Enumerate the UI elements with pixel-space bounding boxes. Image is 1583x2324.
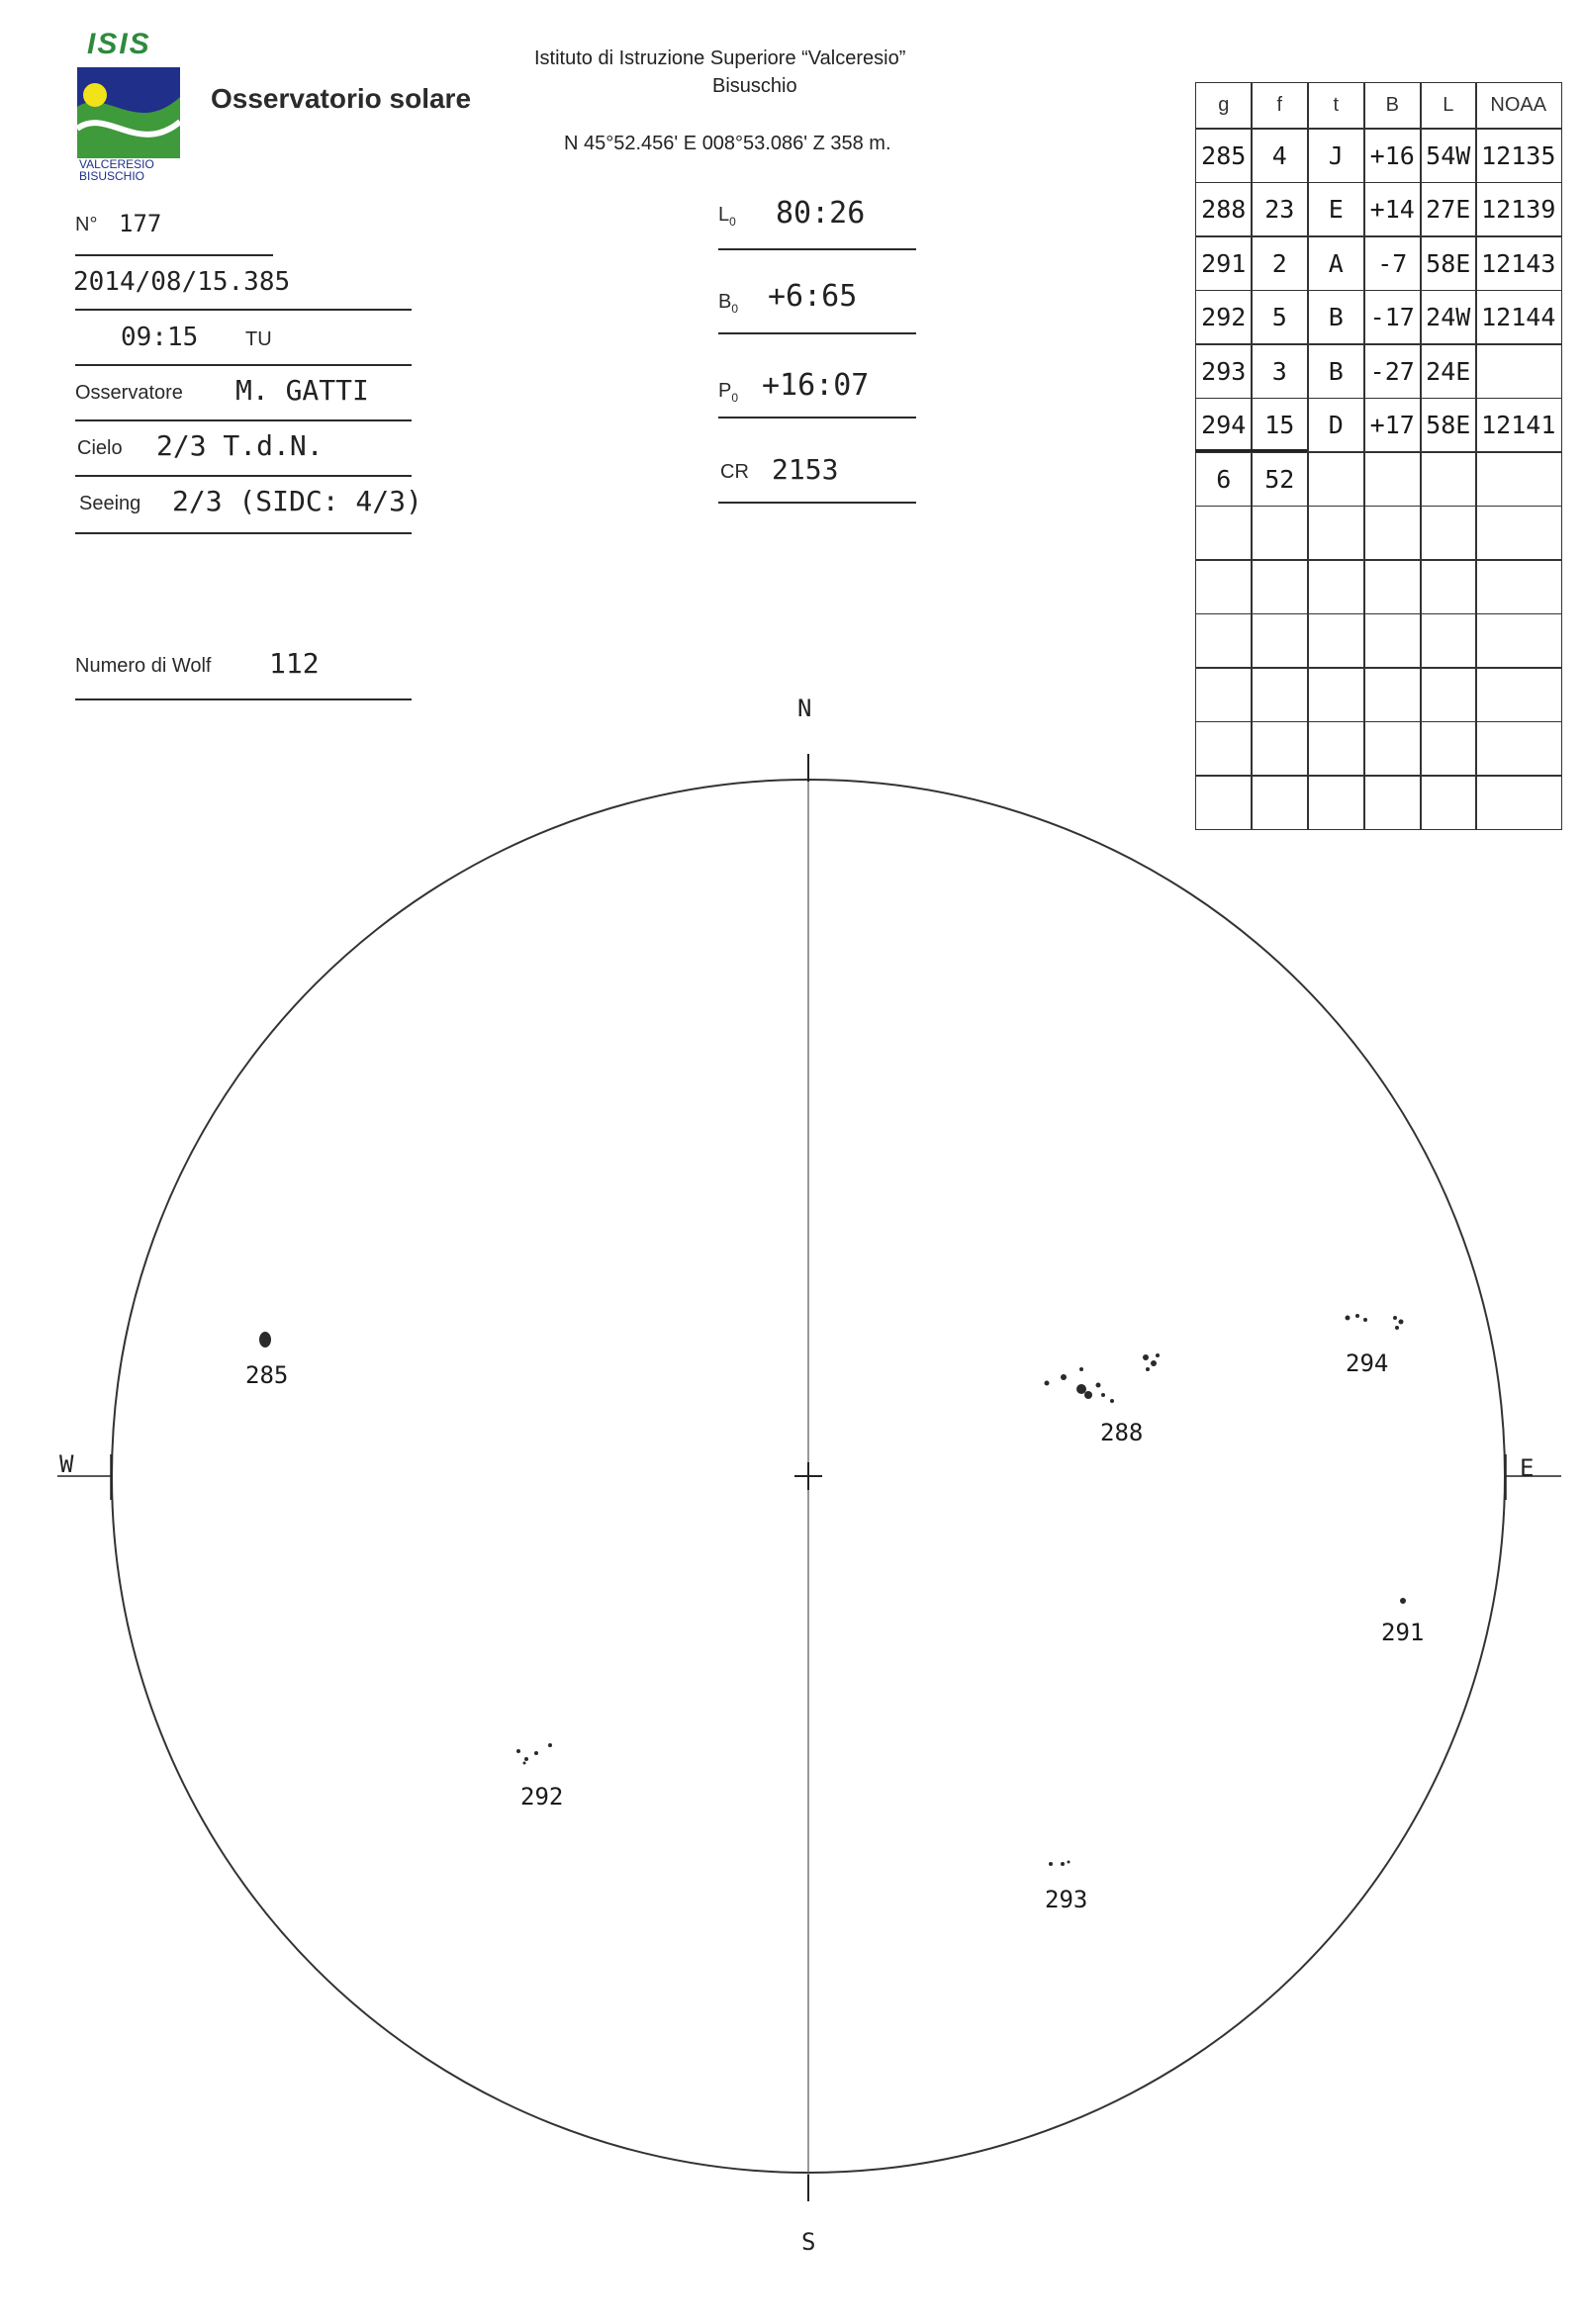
logo-subtitle: VALCERESIO BISUSCHIO <box>79 157 154 183</box>
group-label-293: 293 <box>1045 1886 1088 1913</box>
table-cell: +17 <box>1363 398 1422 453</box>
spot-291 <box>1400 1598 1406 1604</box>
number-value: 177 <box>119 210 162 237</box>
table-header-b: B <box>1363 82 1422 130</box>
observer-label: Osservatore <box>75 382 183 404</box>
table-cell: D <box>1307 398 1365 453</box>
spot-cluster-293 <box>1049 1861 1071 1867</box>
table-cell: 27E <box>1420 182 1477 237</box>
logo-text: ISIS <box>87 28 151 60</box>
table-cell: 294 <box>1195 398 1253 453</box>
observer-value: M. GATTI <box>235 374 369 407</box>
east-label: E <box>1520 1454 1535 1482</box>
table-cell: +14 <box>1363 182 1422 237</box>
spot-cluster-294 <box>1346 1314 1404 1330</box>
p0-label: $P_0$ <box>718 380 739 405</box>
table-cell: 23 <box>1251 182 1309 237</box>
table-cell: 24W <box>1420 290 1477 345</box>
observation-date: 2014/08/15.385 <box>73 267 291 297</box>
wolf-label: Numero di Wolf <box>75 655 212 677</box>
west-label: W <box>59 1450 74 1478</box>
table-cell: 52 <box>1251 451 1309 507</box>
observatory-title: Osservatorio solare <box>211 83 472 114</box>
table-cell: 5 <box>1251 290 1309 345</box>
spot-cluster-288 <box>1045 1353 1161 1403</box>
observation-time: 09:15 <box>121 323 199 352</box>
seeing-label: Seeing <box>79 493 141 514</box>
sky-value: 2/3 T.d.N. <box>156 429 324 462</box>
number-label: N° <box>75 214 98 235</box>
table-cell: 12144 <box>1475 290 1562 345</box>
seeing-value: 2/3 (SIDC: 4/3) <box>172 485 422 517</box>
table-cell: 58E <box>1420 235 1477 291</box>
table-cell: 58E <box>1420 398 1477 453</box>
table-cell: A <box>1307 235 1365 291</box>
group-label-288: 288 <box>1100 1419 1144 1446</box>
table-header-noaa: NOAA <box>1475 82 1562 130</box>
table-cell: 12139 <box>1475 182 1562 237</box>
table-cell: 2 <box>1251 235 1309 291</box>
table-cell: 3 <box>1251 343 1309 399</box>
table-cell: 285 <box>1195 128 1253 183</box>
table-header-g: g <box>1195 82 1253 130</box>
table-header-t: t <box>1307 82 1365 130</box>
table-cell: 12141 <box>1475 398 1562 453</box>
table-cell: 15 <box>1251 398 1309 453</box>
table-cell: 12143 <box>1475 235 1562 291</box>
table-header-f: f <box>1251 82 1309 130</box>
spot-285 <box>259 1332 271 1348</box>
sky-label: Cielo <box>77 437 123 459</box>
observatory-coords: N 45°52.456' E 008°53.086' Z 358 m. <box>564 133 891 154</box>
l0-value: 80:26 <box>776 196 866 231</box>
group-label-291: 291 <box>1381 1619 1425 1646</box>
table-cell: 291 <box>1195 235 1253 291</box>
b0-label: $B_0$ <box>718 291 739 316</box>
institute-name: Istituto di Istruzione Superiore “Valceresio” <box>534 47 906 69</box>
table-cell: -17 <box>1363 290 1422 345</box>
table-cell: 4 <box>1251 128 1309 183</box>
wolf-value: 112 <box>269 647 320 680</box>
group-label-285: 285 <box>245 1361 289 1389</box>
table-cell: 288 <box>1195 182 1253 237</box>
table-cell: B <box>1307 290 1365 345</box>
institute-place: Bisuschio <box>712 75 797 97</box>
table-cell: -27 <box>1363 343 1422 399</box>
l0-label: $L_0$ <box>718 204 736 229</box>
b0-value: +6:65 <box>768 279 858 314</box>
table-cell: B <box>1307 343 1365 399</box>
p0-value: +16:07 <box>762 368 870 403</box>
table-cell: 292 <box>1195 290 1253 345</box>
table-cell: E <box>1307 182 1365 237</box>
table-cell: J <box>1307 128 1365 183</box>
group-label-294: 294 <box>1346 1349 1389 1377</box>
time-unit: TU <box>245 328 272 350</box>
sunspots <box>259 1314 1406 1866</box>
group-label-292: 292 <box>520 1783 564 1811</box>
cr-label: CR <box>720 461 749 483</box>
table-cell: 24E <box>1420 343 1477 399</box>
spot-cluster-292 <box>516 1743 552 1765</box>
table-header-l: L <box>1420 82 1477 130</box>
table-cell: +16 <box>1363 128 1422 183</box>
table-cell: -7 <box>1363 235 1422 291</box>
cr-value: 2153 <box>772 453 839 486</box>
south-label: S <box>801 2228 816 2256</box>
table-cell: 12135 <box>1475 128 1562 183</box>
table-cell: 6 <box>1195 451 1253 507</box>
north-label: N <box>797 695 812 722</box>
table-cell: 293 <box>1195 343 1253 399</box>
table-cell: 54W <box>1420 128 1477 183</box>
